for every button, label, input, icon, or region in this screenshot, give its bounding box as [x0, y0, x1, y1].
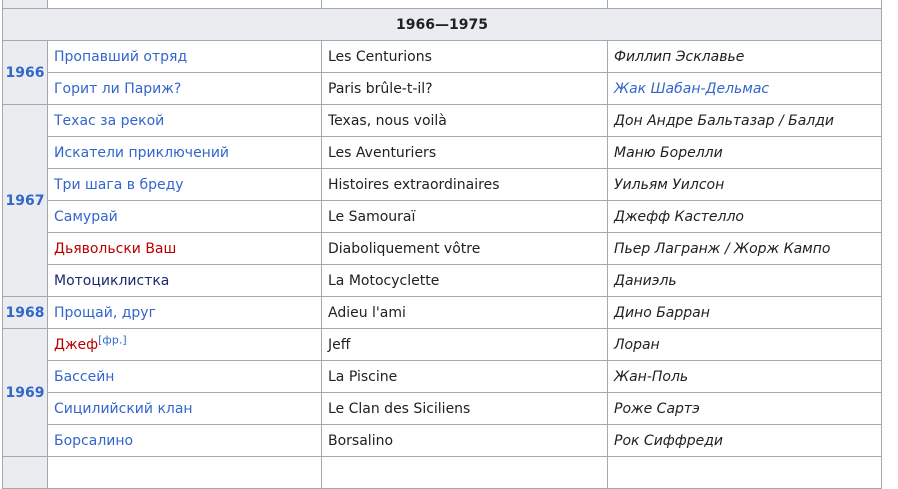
table-row	[3, 201, 882, 233]
year-link-1966[interactable]: 1966	[5, 64, 45, 81]
year-link-1967[interactable]: 1967	[5, 192, 45, 209]
title-fr-cell: Adieu l'ami	[322, 297, 608, 329]
filmography-table	[2, 0, 882, 489]
role-cell: Пьер Лагранж / Жорж Кампо	[608, 233, 882, 265]
role-cell: Роже Сартэ	[608, 393, 882, 425]
role-cell: Жан-Поль	[608, 361, 882, 393]
table-row	[3, 0, 882, 9]
film-link[interactable]: Бассейн	[54, 368, 115, 385]
role-cell: Лоран	[608, 329, 882, 361]
year-link-1969[interactable]: 1969	[5, 384, 45, 401]
title-ru-cell	[48, 169, 322, 201]
table-row	[3, 361, 882, 393]
film-link[interactable]: Прощай, друг	[54, 304, 156, 321]
film-link[interactable]: Борсалино	[54, 432, 134, 449]
year-cell	[3, 329, 48, 457]
title-fr-cell: Les Aventuriers	[322, 137, 608, 169]
role-cell: Дино Барран	[608, 297, 882, 329]
film-link[interactable]: Искатели приключений	[54, 144, 230, 161]
decade-header-row	[3, 9, 882, 41]
title-ru-cell	[48, 265, 322, 297]
title-fr-cell: Jeff	[322, 329, 608, 361]
title-ru-cell	[48, 233, 322, 265]
year-link-1968[interactable]: 1968	[5, 304, 45, 321]
title-fr-cell: Diaboliquement vôtre	[322, 233, 608, 265]
title-ru-cell	[48, 297, 322, 329]
film-link[interactable]: Три шага в бреду	[54, 176, 184, 193]
title-fr-cell: Texas, nous voilà	[322, 105, 608, 137]
title-fr-cell: Le Samouraï	[322, 201, 608, 233]
title-ru-cell	[48, 201, 322, 233]
table-row	[3, 73, 882, 105]
table-row	[3, 297, 882, 329]
title-ru-cell	[48, 425, 322, 457]
year-cell	[3, 105, 48, 297]
table-row	[3, 41, 882, 73]
year-cell	[3, 41, 48, 105]
role-link[interactable]: Жак Шабан-Дельмас	[614, 80, 770, 97]
title-ru-cell	[48, 41, 322, 73]
role-cell: Джефф Кастелло	[608, 201, 882, 233]
role-cell: Филлип Эсклавье	[608, 41, 882, 73]
title-fr-cell: La Motocyclette	[322, 265, 608, 297]
role-cell: Дон Андре Бальтазар / Балди	[608, 105, 882, 137]
title-fr-cell: Le Clan des Siciliens	[322, 393, 608, 425]
role-cell: Маню Борелли	[608, 137, 882, 169]
table-row	[3, 169, 882, 201]
year-cell	[3, 297, 48, 329]
title-ru-cell	[48, 361, 322, 393]
film-link[interactable]: Пропавший отряд	[54, 48, 188, 65]
title-fr-cell: Histoires extraordinaires	[322, 169, 608, 201]
film-link[interactable]: Горит ли Париж?	[54, 80, 182, 97]
decade-heading: 1966—1975	[3, 9, 882, 41]
title-ru-cell	[48, 105, 322, 137]
title-fr-cell: La Piscine	[322, 361, 608, 393]
title-fr-cell: Paris brûle-t-il?	[322, 73, 608, 105]
table-row	[3, 137, 882, 169]
table-row	[3, 105, 882, 137]
table-row	[3, 457, 882, 489]
title-ru-cell	[48, 137, 322, 169]
interlanguage-ref	[98, 333, 126, 346]
title-ru-cell	[48, 329, 322, 361]
film-link[interactable]: Мотоциклистка	[54, 272, 170, 289]
table-row	[3, 233, 882, 265]
film-link[interactable]: Самурай	[54, 208, 118, 225]
table-row	[3, 393, 882, 425]
role-cell	[608, 73, 882, 105]
film-link[interactable]: Техас за рекой	[54, 112, 165, 129]
film-redlink[interactable]: Джеф	[54, 336, 99, 353]
table-row	[3, 425, 882, 457]
role-cell: Рок Сиффреди	[608, 425, 882, 457]
role-cell: Уильям Уилсон	[608, 169, 882, 201]
title-fr-cell: Les Centurions	[322, 41, 608, 73]
role-cell: Даниэль	[608, 265, 882, 297]
interlanguage-link[interactable]: [фр.]	[98, 332, 127, 346]
table-row	[3, 265, 882, 297]
title-ru-cell	[48, 73, 322, 105]
film-link[interactable]: Сицилийский клан	[54, 400, 193, 417]
title-ru-cell	[48, 393, 322, 425]
table-row	[3, 329, 882, 361]
title-fr-cell: Borsalino	[322, 425, 608, 457]
film-redlink[interactable]: Дьявольски Ваш	[54, 240, 177, 257]
